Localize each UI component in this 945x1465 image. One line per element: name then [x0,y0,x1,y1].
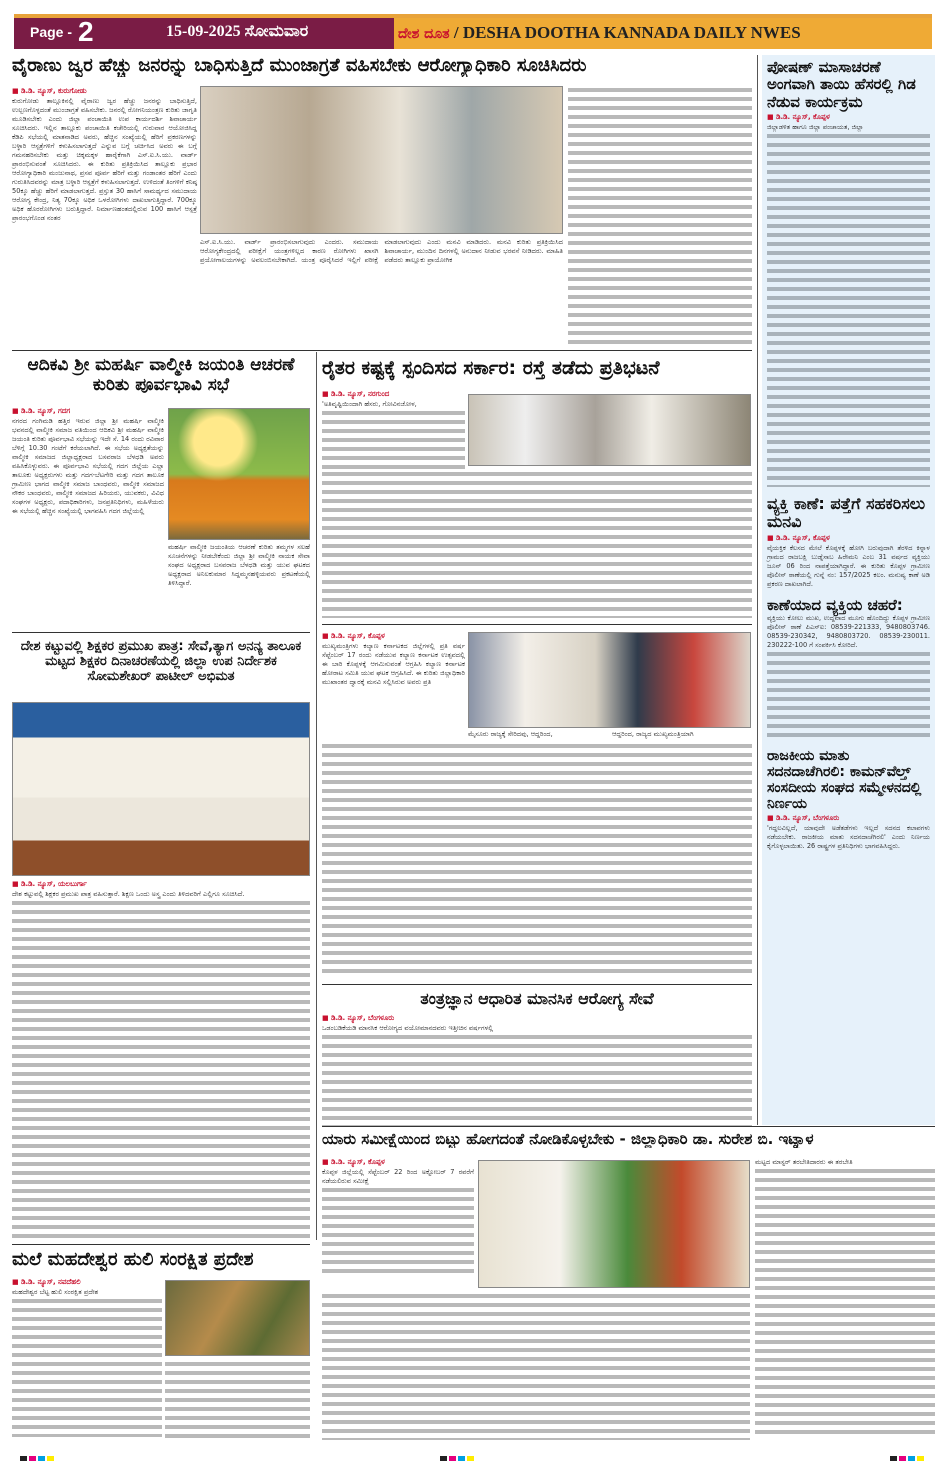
photo-meeting [200,86,563,234]
article-body: ವ್ಯಕ್ತಿಯು ಕೋಲು ಮುಖ, ಉದ್ದವಾದ ಮೂಗು ಹೊಂದಿದ್ದು ಕೊಪ್ಪಳ ಗ್ರಾಮೀಣ ಪೊಲೀಸ್ ಠಾಣೆ ಪಿಎಸ್ಐ: 08539-221333, 9480803746. 08539-230342, 9480803720. 08539-230011. 230222-100 ಗೆ ಸಂಪರ್ಕಿಸಿ ಕೋರಿದೆ. [767,613,930,649]
article-mental [322,1012,752,1127]
article-text-continued [767,132,930,487]
article-body: ಆದ್ದರಿಂದ, ರಾಜ್ಯದ ಮುಖ್ಯಮಂತ್ರಿಯಾಗಿ [612,730,694,738]
article-body: 'ಗದ್ದಲವಿಲ್ಲದೆ, ಯಾವುದೇ ಅಡೆತಡೆಗಳು ಇಲ್ಲದೆ ಸದನದ ಕಲಾಪಗಳು ನಡೆಯಬೇಕು. ರಾಜಕೀಯ ಮಾತು ಸದನದಾಚೆಗಿರಲಿ' ಎಂದು ನಿರ್ಣಯ ಕೈಗೊಳ್ಳಲಾಯಿತು. 26 ರಾಷ್ಟ್ರಗಳ ಪ್ರತಿನಿಧಿಗಳು ಭಾಗವಹಿಸಿದ್ದರು. [767,824,930,851]
dateline: ■ ಡಿ.ಡಿ. ನ್ಯೂಸ್, ಕೊಪ್ಪಳ [322,1158,474,1167]
article-valmiki [12,405,164,516]
brand-kannada: ದೇಶ ದೂತ [398,26,450,42]
dateline: ■ ಡಿ.ಡಿ. ನ್ಯೂಸ್, ಕೊಪ್ಪಳ [322,632,465,641]
article-text-continued [755,1167,935,1439]
article-body: ಎಸ್.ಐ.ಸಿ.ಯು. ವಾರ್ಡ್ ಪ್ರಾರಂಭಿಸಲಾಗುವುದು ಎಂದರು. ಸಮುದಾಯ ಆರೋಗ್ಯಕೇಂದ್ರದಲ್ಲಿ ಪರೀಕ್ಷೆಗೆ ಯಂತ್ರಗಳಿಲ್ಲದ ಕಾರಣ ರೋಗಿಗಳು ಖಾಸಗಿ ಪ್ರಯೋಗಾಲಯಗಳನ್ನು ಅವಲಂಬಿಸಬೇಕಾಗಿದೆ. ಯಂತ್ರ ಪೂರೈಸಿದರೆ ಇಲ್ಲಿಗೆ ಪರೀಕ್ಷೆ ಮಾಡಲಾಗುವುದು ಎಂದು ಮನವಿ ಮಾಡಿದರು. ಮನವಿ ಕುರಿತು ಪ್ರತಿಕ್ರಿಯಿಸಿದ ಶಿವಾಚಾರ್ಯ, ಮುಂದಿನ ದಿನಗಳಲ್ಲಿ ಅನುದಾನ ನೀಡುವ ಭರವಸೆ ನೀಡಿದರು. ಮಾಹಿತಿ ಪಡೆದರು ತಾಲ್ಲೂಕು ಪ್ರಾಯೋಗಿಕ [200,238,563,264]
divider [322,624,752,625]
article-body: ಮಟ್ಟದ ಮಾಸ್ಟರ್ ತರಬೇತಿದಾರರು ಈ ತರಬೇತಿ [755,1158,853,1166]
article-farmers [322,388,465,477]
issue-date: 15-09-2025 ಸೋಮವಾರ [166,23,309,40]
article-tiger-text [165,1360,310,1440]
article-text-continued [767,650,930,740]
article-body: ಜಿಲ್ಲಾಡಳಿತ ಹಾಗೂ ಜಿಲ್ಲಾ ಪಂಚಾಯತ, ಜಿಲ್ಲಾ [767,122,864,131]
article-body: ಮಹದೇಶ್ವರ ಬೆಟ್ಟ ಹುಲಿ ಸಂರಕ್ಷಿತ ಪ್ರದೇಶ [12,1288,99,1296]
dateline: ■ ಡಿ.ಡಿ. ನ್ಯೂಸ್, ಬೆಂಗಳೂರು [767,814,930,823]
brand [398,23,801,43]
article-survey-col-right [755,1158,935,1439]
headline-poshan: ಪೋಷಣ್ ಮಾಸಾಚರಣೆ ಅಂಗವಾಗಿ ತಾಯಿ ಹೆಸರಲ್ಲಿ ಗಿಡ ನೆಡುವ ಕಾರ್ಯಕ್ರಮ [767,58,916,111]
article-survey [322,1156,474,1276]
article-text-continued [12,1297,162,1437]
color-registration-marks [20,1446,56,1465]
article-farmers-text [322,470,752,618]
photo-memorandum [468,632,751,728]
article-body: 'ಅತಿವೃಷ್ಟಿಯಿಂದಾಗಿ ಹೆಸರು, ಗೋವಿನಜೋಳ, [322,400,417,408]
article-body: ಕೊಪ್ಪಳ ಜಿಲ್ಲೆಯಲ್ಲಿ ಸೆಪ್ಟೆಂಬರ್ 22 ರಿಂದ ಅಕ್ಟೋಬರ್ 7 ರವರೆಗೆ ನಡೆಯಲಿರುವ ಸಮೀಕ್ಷೆ [322,1168,474,1185]
article-fever-col3-text [568,86,752,344]
masthead-right [394,18,932,49]
brand-english: DESHA DOOTHA KANNADA DAILY NWES [462,23,801,42]
article-body: ಒಡಂಬಡಿಕೆಯಡಿ ಮಾನಸಿಕ ಆರೋಗ್ಯದ ವಯೋಮಾನದವರು ಇತ್ತೀಚಿನ ವರ್ಷಗಳಲ್ಲಿ [322,1024,494,1032]
divider [322,1126,935,1127]
dateline: ■ ಡಿ.ಡಿ. ನ್ಯೂಸ್, ನವದೆಹಲಿ [12,1278,162,1287]
photo-protest [468,394,751,466]
color-registration-marks [440,1446,476,1465]
article-fever-col2 [200,238,563,343]
dateline: ■ ಡಿ.ಡಿ. ನ್ಯೂಸ್, ಕುರುಗೋಡು [12,87,197,96]
dateline: ■ ಡಿ.ಡಿ. ನ್ಯೂಸ್, ಯಲಬುರ್ಗಾ [12,880,310,889]
headline-tiger-reserve: ಮಲೆ ಮಹದೇಶ್ವರ ಹುಲಿ ಸಂರಕ್ಷಿತ ಪ್ರದೇಶ [12,1249,254,1270]
column-divider [757,55,758,1125]
sidebar [762,55,935,1125]
headline-politics: ರಾಜಕೀಯ ಮಾತು ಸದನದಾಚೆಗಿರಲಿ: ಕಾಮನ್‌ವೆಲ್ತ್ ಸಂಸದೀಯ ಸಂಘದ ಸಮ್ಮೇಳನದಲ್ಲಿ ನಿರ್ಣಯ [767,747,922,813]
photo-survey-meeting [478,1160,750,1288]
article-body: ನಗರದ ಗಂಗಿಮಡಿ ಹತ್ತಿರ ಇರುವ ಜಿಲ್ಲಾ ಶ್ರೀ ಮಹರ್ಷಿ ವಾಲ್ಮೀಕಿ ಭವನದಲ್ಲಿ ವಾಲ್ಮೀಕಿ ಸಮಾಜ ವತಿಯಿಂದ ಆದಿಕವಿ ಶ್ರೀ ಮಹರ್ಷಿ ವಾಲ್ಮೀಕಿ ಜಯಂತಿ ಕುರಿತು ಪೂರ್ವಭಾವಿ ಸಭೆಯನ್ನು ಇದೇ ಸೆ. 14 ರಂದು ರವಿವಾರ ಬೆಳಿಗ್ಗೆ 10.30 ಗಂಟೆಗೆ ಕರೆಯಲಾಗಿದೆ. ಈ ಸಭೆಯ ಅಧ್ಯಕ್ಷತೆಯನ್ನು ವಾಲ್ಮೀಕಿ ಸಮಾಜದ ಜಿಲ್ಲಾಧ್ಯಕ್ಷರಾದ ಬಸವರಾಜ ಬೆಳಧಡಿ ಅವರು ವಹಿಸಿಕೊಳ್ಳುವರು. ಈ ಪೂರ್ವಭಾವಿ ಸಭೆಯಲ್ಲಿ ಗದಗ ಜಿಲ್ಲೆಯ ಎಲ್ಲಾ ತಾಲೂಕು ಅಧ್ಯಕ್ಷರುಗಳು ಮತ್ತು ಗದಗ-ಬೆಟಗೇರಿ ಮತ್ತು ಗದಗ ತಾಲೂಕ ಗ್ರಾಮೀಣ ಭಾಗದ ವಾಲ್ಮೀಕಿ ಸಮಾಜ ಬಾಂಧವರು, ವಾಲ್ಮೀಕಿ ಸಮಾಜದ ನೌಕರ ಬಾಂಧವರು, ವಾಲ್ಮೀಕಿ ಸಮಾಜದ ಹಿರಿಯರು, ಯುವಕರು, ವಿವಿಧ ಸಂಘಗಳ ಅಧ್ಯಕ್ಷರು, ಪದಾಧಿಕಾರಿಗಳು, ಜನಪ್ರತಿನಿಧಿಗಳು, ಮಹಿಳೆಯರು ಈ ಸಭೆಯಲ್ಲಿ ಹೆಚ್ಚಿನ ಸಂಖ್ಯೆಯಲ್ಲಿ ಭಾಗವಹಿಸಿ ಗದಗ ಜಿಲ್ಲೆಯಲ್ಲಿ [12,417,164,515]
divider [12,350,752,351]
article-body: ಮಹರ್ಷಿ ವಾಲ್ಮೀಕಿ ಜಯಂತಿಯ ಆಚರಣೆ ಕುರಿತು ತಮ್ಮಗಳ ಸಲಹೆ ಸೂಚನೆಗಳನ್ನು ನೀಡಬೇಕೆಂದು ಜಿಲ್ಲಾ ಶ್ರೀ ವಾಲ್ಮೀಕಿ ನಾಯಕ ಸೇವಾ ಸಂಘದ ಅಧ್ಯಕ್ಷರಾದ ಬಸವರಾಜ ಬೆಳಧಡಿ ಮತ್ತು ಯುವ ಘಟಕದ ಅಧ್ಯಕ್ಷರಾದ ಅನಿಲಕುಮಾರ ಸಿದ್ದಮ್ಮನಹಳ್ಳಿಯವರು ಪ್ರಕಟಣೆಯಲ್ಲಿ ತಿಳಿಸಿದ್ದಾರೆ. [168,543,310,587]
brand-separator: / [453,23,459,42]
article-text-continued [322,1033,752,1127]
article-fever-col1 [12,85,197,223]
article-tiger [12,1276,162,1437]
photo-teachers-day [12,702,310,876]
headline-mental-health: ತಂತ್ರಜ್ಞಾನ ಆಧಾರಿತ ಮಾನಸಿಕ ಆರೋಗ್ಯ ಸೇವೆ [420,989,654,1008]
dateline: ■ ಡಿ.ಡಿ. ನ್ಯೂಸ್, ನರಗುಂದ [322,390,465,399]
article-body: ಮೈಸೂರು ರಾಜ್ಯಕ್ಕೆ ಸೇರಿದವು, ಆದ್ದರಿಂದ, [468,730,553,738]
page-label: Page - [30,24,73,40]
article-text-continued [322,1186,474,1276]
dateline: ■ ಡಿ.ಡಿ. ನ್ಯೂಸ್, ಬೆಂಗಳೂರು [322,1014,752,1023]
dateline: ■ ಡಿ.ಡಿ. ನ್ಯೂಸ್, ಕೊಪ್ಪಳ [767,113,930,122]
article-teachers [12,878,310,1239]
article-valmiki-col2 [168,543,310,588]
divider [12,632,310,633]
divider [322,984,752,985]
article-survey-text [322,1292,750,1440]
page-number: 2 [78,16,94,47]
dateline: ■ ಡಿ.ಡಿ. ನ್ಯೂಸ್, ಗದಗ [12,407,164,416]
article-text-continued [322,409,465,477]
color-registration-marks [890,1446,926,1465]
masthead-left [14,18,394,49]
headline-fever: ವೈರಾಣು ಜ್ವರ ಹೆಚ್ಚು ಜನರನ್ನು ಬಾಧಿಸುತ್ತಿದೆ ಮುಂಜಾಗ್ರತೆ ವಹಿಸಬೇಕು ಆರೋಗ್ಯಾಧಿಕಾರಿ ಸೂಚಿಸಿದರು [12,56,587,76]
headline-missing-person: ವ್ಯಕ್ತಿ ಕಾಣೆ: ಪತ್ತೆಗೆ ಸಹಕರಿಸಲು ಮನವಿ [767,493,926,532]
column-divider [316,352,317,1240]
photo-tiger [165,1280,310,1356]
headline-features: ಕಾಣೆಯಾದ ವ್ಯಕ್ತಿಯ ಚಹರೆ: [767,595,903,614]
article-text-continued [12,899,310,1239]
divider [12,1244,310,1245]
article-body: ಮುಖ್ಯಮಂತ್ರಿಗಳು ಕಲ್ಯಾಣ ಕರ್ನಾಟಕದ ಜಿಲ್ಲೆಗಳಲ್ಲಿ ಪ್ರತಿ ವರ್ಷ ಸೆಪ್ಟೆಂಬರ್ 17 ರಂದು ನಡೆಯುವ ಕಲ್ಯಾಣ ಕರ್ನಾಟಕ ಉತ್ಸವದಲ್ಲಿ ಈ ಬಾರಿ ಕೊಪ್ಪಳಕ್ಕೆ ಆಗಮಿಸುವಂತೆ ಆಗ್ರಹಿಸಿ ಕಲ್ಯಾಣ ಕರ್ನಾಟಕ ಹೋರಾಟ ಸಮಿತಿ ಯುವ ಘಟಕ ಆಗ್ರಹಿಸಿದೆ. ಈ ಕುರಿತು ಜಿಲ್ಲಾಧಿಕಾರಿ ಮುಖಾಂತರ ದ್ವಾರಕ್ಕೆ ಮನವಿ ಸಲ್ಲಿಸಿರುವ ಅವರು ಪ್ರತಿ [322,642,465,686]
headline-valmiki: ಆದಿಕವಿ ಶ್ರೀ ಮಹರ್ಷಿ ವಾಲ್ಮೀಕಿ ಜಯಂತಿ ಆಚರಣೆ ಕುರಿತು ಪೂರ್ವಭಾವಿ ಸಭೆ [27,355,295,395]
headline-teachers: ದೇಶ ಕಟ್ಟುವಲ್ಲಿ ಶಿಕ್ಷಕರ ಪ್ರಮುಖ ಪಾತ್ರ: ಸೇವೆ,ತ್ಯಾಗ ಅನನ್ಯ ತಾಲೂಕ ಮಟ್ಟದ ಶಿಕ್ಷಕರ ದಿನಾಚರಣೆಯಲ್ಲಿ ಜಿಲ್ಲಾ ಉಪ ನಿರ್ದೇಶಕ ಸೋಮಶೇಖರ್ ಪಾಟೀಲ್ ಅಭಿಮತ [20,639,302,684]
headline-survey: ಯಾರು ಸಮೀಕ್ಷೆಯಿಂದ ಬಿಟ್ಟು ಹೋಗದಂತೆ ನೋಡಿಕೊಳ್ಳಬೇಕು - ಜಿಲ್ಲಾಧಿಕಾರಿ ಡಾ. ಸುರೇಶ ಬಿ. ಇಟ್ನಾಳ [322,1131,814,1148]
article-body: ವೈಯಕ್ತಿಕ ಕೆಲಸದ ಮೇಲೆ ಕೊಪ್ಪಳಕ್ಕೆ ಹೋಗಿ ಬರುವುದಾಗಿ ತೆರಳಿದ ಕಿನ್ನಾಳ ಗ್ರಾಮದ ರಾಜಬಕ್ಷಿ ಬುಡ್ನೆಸಾಬ ಹಿರೇಮನಿ ಎಂಬ 31 ವರ್ಷದ ವ್ಯಕ್ತಿಯು ಜೂನ್ 06 ರಿಂದ ನಾಪತ್ತೆಯಾಗಿದ್ದಾರೆ. ಈ ಕುರಿತು ಕೊಪ್ಪಳ ಗ್ರಾಮೀಣ ಪೊಲೀಸ್ ಠಾಣೆಯಲ್ಲಿ ಗುನ್ನೆ ನಂ: 157/2025 ಕಲಂ. ಮನುಷ್ಯ ಕಾಣೆ ಅಡಿ ಪ್ರಕರಣ ದಾಖಲಾಗಿದೆ. [767,543,930,588]
dateline: ■ ಡಿ.ಡಿ. ನ್ಯೂಸ್, ಕೊಪ್ಪಳ [767,534,930,543]
photo-valmiki [168,408,310,540]
article-kalyana [322,630,465,687]
article-body: ಕುರುಗೋಡು ತಾಲ್ಲೂಕಿನಲ್ಲಿ ವೈರಾಣು ಜ್ವರ ಹೆಚ್ಚು ಜನರನ್ನು ಬಾಧಿಸುತ್ತಿದೆ, ಉಲ್ಬಣಗೊಳ್ಳದಂತೆ ಮುಂಜಾಗ್ರತೆ ವಹಿಸಬೇಕು. ಜನರಲ್ಲಿ ರೋಗನಿಯಂತ್ರಣ ಕುರಿತು ಜಾಗೃತಿ ಮೂಡಿಸಬೇಕು ಎಂದು ಜಿಲ್ಲಾ ಪಂಚಾಯಿತಿ ಉಪ ಕಾರ್ಯದರ್ಶಿ ಶಿವಾಚಾರ್ಯ ಸೂಚಿಸಿದರು. ಇಲ್ಲಿನ ತಾಲ್ಲೂಕು ಪಂಚಾಯಿತಿ ಕಚೇರಿಯಲ್ಲಿ ಗುರುವಾರ ಆಯೋಜಿಸಿದ್ದ ಕೆಡಿಪಿ ಸಭೆಯಲ್ಲಿ ಮಾತನಾಡಿದ ಅವರು, ಹೆಚ್ಚಿನ ಸಂಖ್ಯೆಯಲ್ಲಿ ಹೆರಿಗೆ ಪ್ರಕರಣಗಳನ್ನು ಬಳ್ಳಾರಿ ಆಸ್ಪತ್ರೆಗಳಿಗೆ ಕಳುಹಿಸಲಾಗುತ್ತದೆ ಎನ್ನುವ ಬಗ್ಗೆ ಚರ್ಚಿಸಿದ ಅವರು ಈ ಬಗ್ಗೆ ಗಮನಹರಿಸಬೇಕು ಮತ್ತು ಚಿಕ್ಕಮಕ್ಕಳ ಹಾರೈಕೆಗಾಗಿ ಎಸ್.ಐ.ಸಿ.ಯು. ವಾರ್ಡ್ ಪ್ರಾರಂಭಿಸುವಂತೆ ಸೂಚಿಸಿದರು. ಈ ಕುರಿತು ಪ್ರತಿಕ್ರಿಯಿಸಿದ ತಾಲ್ಲೂಕು ಪ್ರಭಾರ ಆರೋಗ್ಯಾಧಿಕಾರಿ ಮಂಜುನಾಥ, ಪ್ರಸವ ಪೂರ್ವ ಹೆರಿಗೆ ಮತ್ತು ಗಂಡಾಂತರ ಹೆರಿಗೆ ಎಂದು ಗುರುತಿಸಿದವರನ್ನು ಮಾತ್ರ ಬಳ್ಳಾರಿ ಆಸ್ಪತ್ರೆಗೆ ಕಳುಹಿಸಲಾಗುತ್ತದೆ. ಉಳಿದಂತೆ ತಿಂಗಳಿಗೆ ಕನಿಷ್ಠ 50ಕ್ಕೂ ಹೆಚ್ಚು ಹೆರಿಗೆ ಮಾಡಲಾಗುತ್ತದೆ. ಪ್ರಸ್ತುತ 30 ಹಾಸಿಗೆ ಸಾಮರ್ಥ್ಯದ ಸಮುದಾಯ ಆರೋಗ್ಯ ಕೇಂದ್ರ, ನಿತ್ಯ 70ಕ್ಕೂ ಅಧಿಕ ಒಳರೋಗಿಗಳು ದಾಖಲಾಗುತ್ತಿದ್ದಾರೆ. 700ಕ್ಕೂ ಅಧಿಕ ಹೊರರೋಗಿಗಳು ಬರುತ್ತಿದ್ದಾರೆ. ನಿರ್ಮಾಣಹಂತದಲ್ಲಿರುವ 100 ಹಾಸಿಗೆ ಆಸ್ಪತ್ರೆ ಪ್ರಾರಂಭಗೊಂಡ ನಂತರ [12,97,197,222]
article-body: ದೇಶ ಕಟ್ಟುವಲ್ಲಿ ಶಿಕ್ಷಕರ ಪ್ರಮುಖ ಪಾತ್ರ ವಹಿಸುತ್ತಾರೆ. ಶಿಕ್ಷಣ ಒಂದು ಅಸ್ತ್ರ ಎಂದು ತಿಳಿದವರಿಗೆ ಎಲ್ಲಿಗೂ ಸೂಚಿಸಿದೆ. [12,890,245,898]
headline-farmers: ರೈತರ ಕಷ್ಟಕ್ಕೆ ಸ್ಪಂದಿಸದ ಸರ್ಕಾರ: ರಸ್ತೆ ತಡೆದು ಪ್ರತಿಭಟನೆ [322,357,660,379]
article-kalyana-text [322,742,752,978]
